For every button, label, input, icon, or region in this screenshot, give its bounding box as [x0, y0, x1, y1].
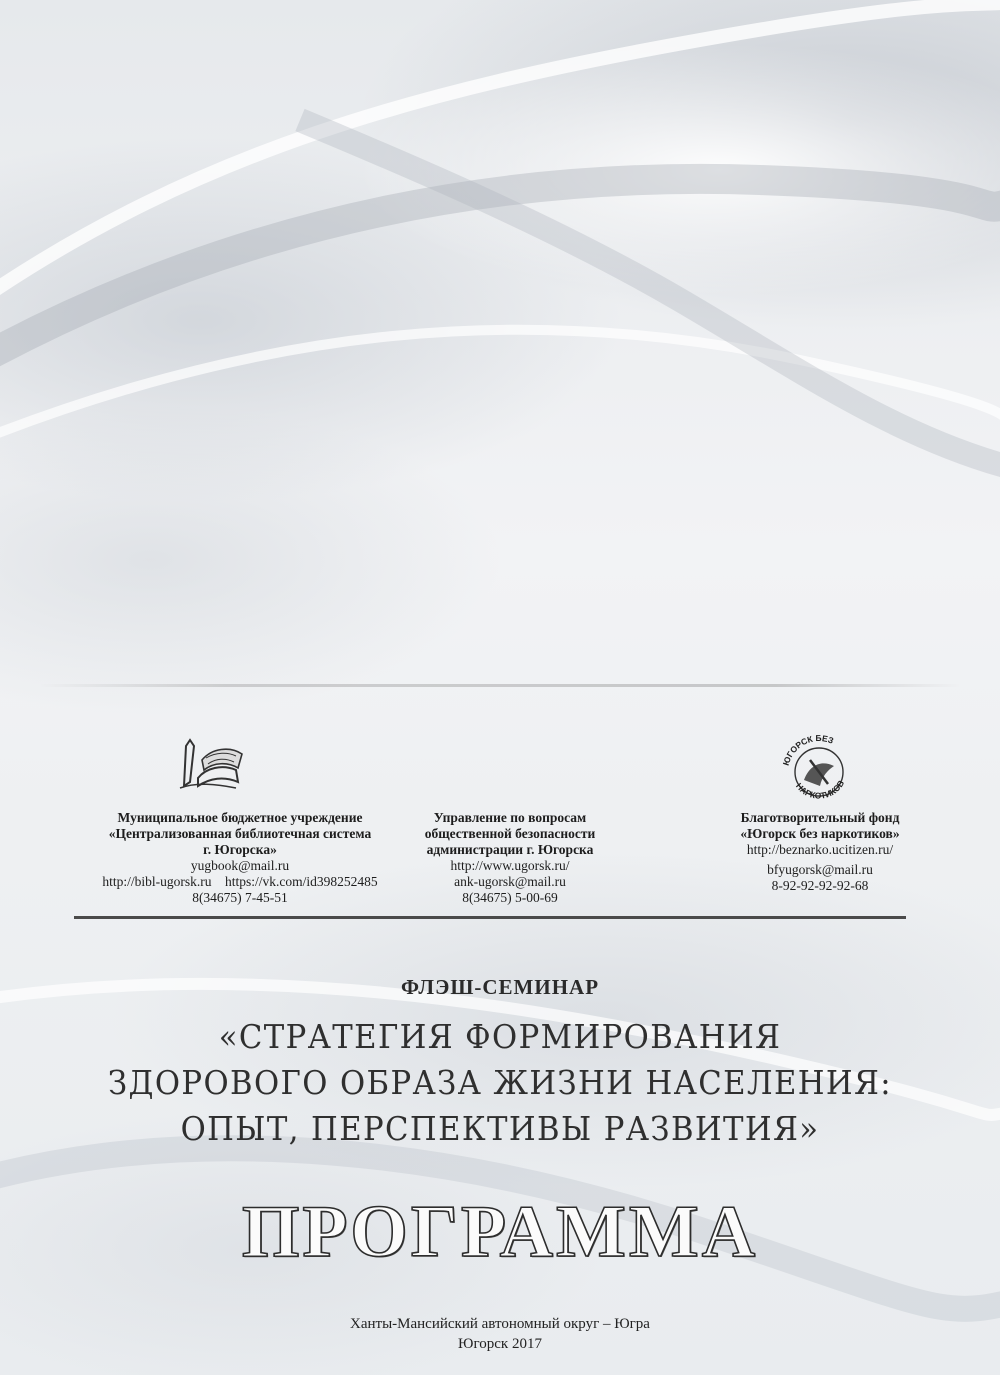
divider-line	[74, 916, 906, 919]
footer-region: Ханты-Мансийский автономный округ – Югра	[350, 1316, 650, 1332]
event-title-line: «СТРАТЕГИЯ ФОРМИРОВАНИЯ	[218, 1017, 782, 1056]
library-phone: 8(34675) 7-45-51	[192, 890, 288, 905]
security-name-line: общественной безопасности	[424, 826, 596, 841]
security-email: ank-ugorsk@mail.ru	[454, 874, 566, 889]
fund-name-line: Благотворительный фонд	[740, 810, 900, 825]
fund-website: http://beznarko.ucitizen.ru/	[746, 842, 894, 857]
footer	[0, 1314, 1000, 1354]
library-name-line: Муниципальное бюджетное учреждение	[117, 810, 363, 825]
library-name-line: «Централизованная библиотечная система	[108, 826, 372, 841]
program-heading: ПРОГРАММА	[241, 1191, 759, 1273]
security-website: http://www.ugorsk.ru/	[450, 858, 570, 873]
library-contact-block	[60, 810, 420, 906]
fund-logo-icon	[776, 730, 862, 810]
library-name-line: г. Югорска»	[203, 842, 277, 857]
library-logo-icon	[176, 738, 254, 790]
event-title-line: ОПЫТ, ПЕРСПЕКТИВЫ РАЗВИТИЯ»	[180, 1109, 820, 1148]
fund-phone: 8-92-92-92-92-68	[771, 878, 869, 893]
security-name-line: Управление по вопросам	[433, 810, 587, 825]
library-websites: http://bibl-ugorsk.ru https://vk.com/id398252485	[102, 874, 378, 889]
event-title-line: ЗДОРОВОГО ОБРАЗА ЖИЗНИ НАСЕЛЕНИЯ:	[108, 1063, 892, 1102]
paper-fold-line	[40, 684, 960, 687]
fund-name-line: «Югорск без наркотиков»	[740, 826, 900, 841]
fund-contact-block	[700, 810, 940, 894]
fund-logo-text-bottom: НАРКОТИКОВ	[793, 778, 847, 801]
event-type: ФЛЭШ-СЕМИНАР	[400, 975, 600, 999]
security-phone: 8(34675) 5-00-69	[462, 890, 558, 905]
fund-email: bfyugorsk@mail.ru	[767, 862, 873, 877]
fund-logo-text-top: ЮГОРСК БЕЗ	[780, 732, 836, 767]
library-email: yugbook@mail.ru	[190, 858, 290, 873]
security-contact-block	[410, 810, 610, 906]
security-name-line: администрации г. Югорска	[426, 842, 594, 857]
footer-city-year: Югорск 2017	[458, 1336, 542, 1352]
event-title	[35, 1014, 965, 1152]
